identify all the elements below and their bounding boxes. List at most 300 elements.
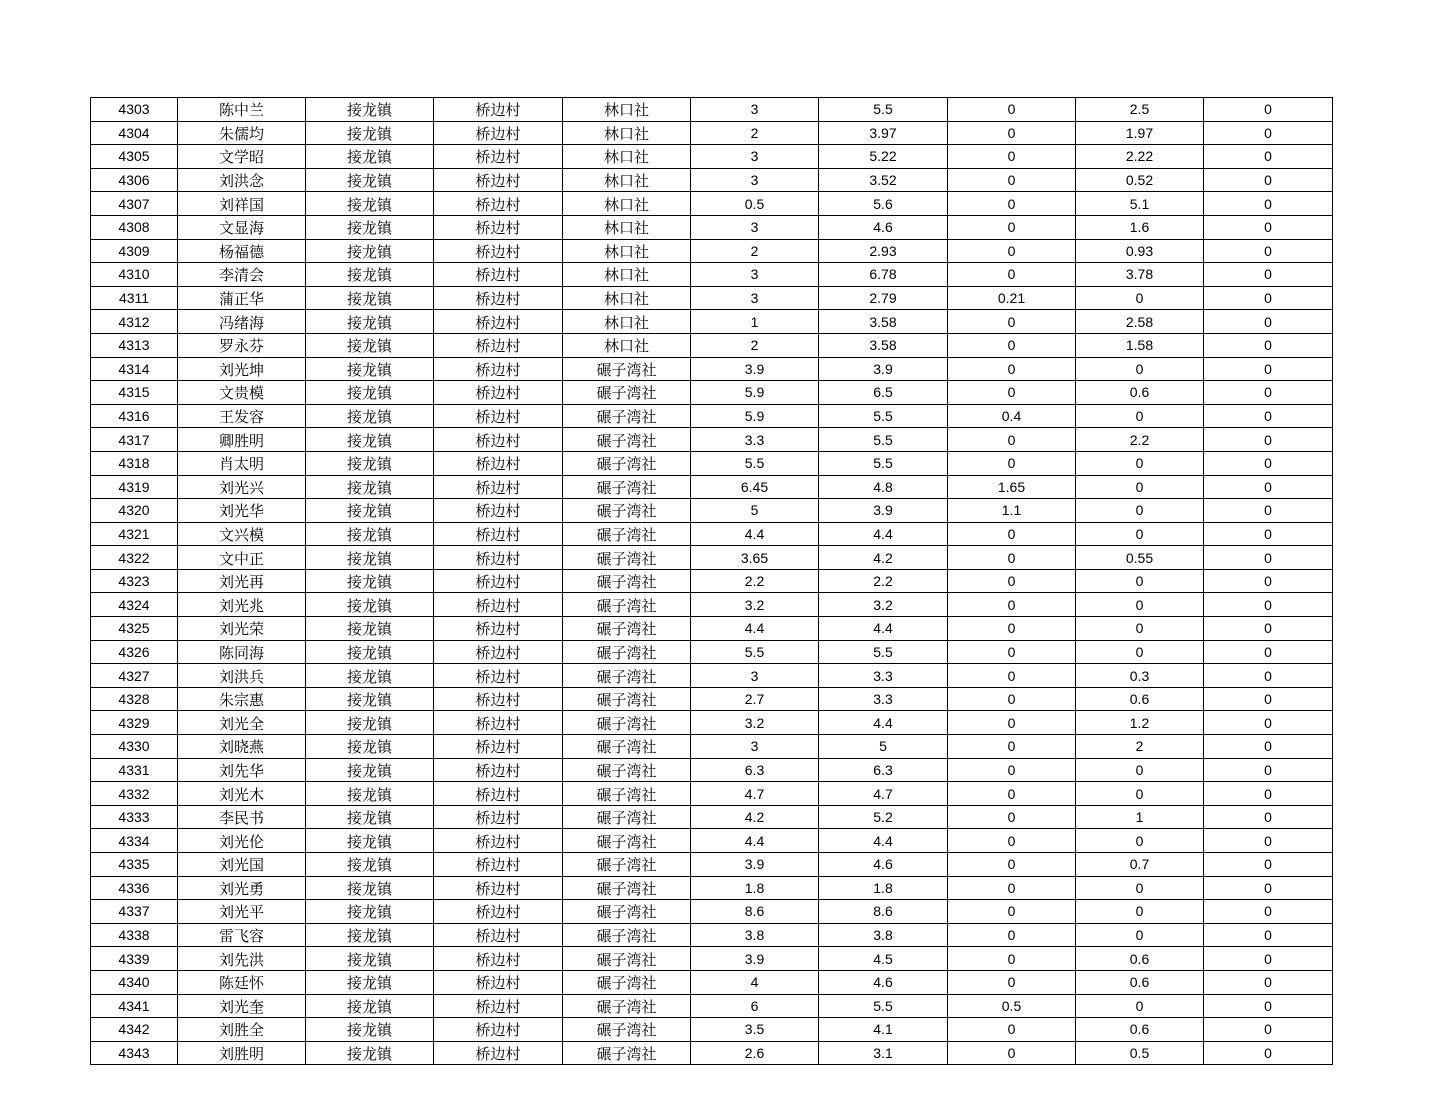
cell-name: 文兴模 bbox=[178, 522, 306, 546]
cell-value-2: 2.2 bbox=[819, 569, 948, 593]
cell-value-5: 0 bbox=[1204, 876, 1333, 900]
cell-value-2: 4.8 bbox=[819, 475, 948, 499]
cell-village: 桥边村 bbox=[434, 569, 563, 593]
cell-value-5: 0 bbox=[1204, 853, 1333, 877]
cell-village: 桥边村 bbox=[434, 98, 563, 122]
cell-value-4: 0 bbox=[1076, 593, 1204, 617]
cell-value-2: 4.4 bbox=[819, 522, 948, 546]
cell-town: 接龙镇 bbox=[306, 475, 434, 499]
cell-group: 碾子湾社 bbox=[563, 994, 691, 1018]
cell-value-4: 0.52 bbox=[1076, 168, 1204, 192]
cell-id: 4342 bbox=[91, 1018, 178, 1042]
cell-name: 李民书 bbox=[178, 805, 306, 829]
cell-value-2: 4.1 bbox=[819, 1018, 948, 1042]
cell-group: 碾子湾社 bbox=[563, 522, 691, 546]
cell-value-1: 3.2 bbox=[691, 593, 819, 617]
table-row bbox=[91, 451, 1333, 475]
cell-value-2: 5.5 bbox=[819, 640, 948, 664]
cell-value-4: 0 bbox=[1076, 923, 1204, 947]
cell-name: 李清会 bbox=[178, 263, 306, 287]
cell-village: 桥边村 bbox=[434, 970, 563, 994]
cell-value-5: 0 bbox=[1204, 121, 1333, 145]
cell-value-2: 3.97 bbox=[819, 121, 948, 145]
cell-group: 碾子湾社 bbox=[563, 923, 691, 947]
cell-value-2: 2.79 bbox=[819, 286, 948, 310]
cell-value-4: 2 bbox=[1076, 735, 1204, 759]
cell-value-4: 0.6 bbox=[1076, 947, 1204, 971]
cell-value-4: 1.97 bbox=[1076, 121, 1204, 145]
cell-value-4: 0.55 bbox=[1076, 546, 1204, 570]
cell-id: 4322 bbox=[91, 546, 178, 570]
cell-id: 4341 bbox=[91, 994, 178, 1018]
cell-value-2: 3.1 bbox=[819, 1041, 948, 1065]
table-row bbox=[91, 947, 1333, 971]
cell-name: 刘晓燕 bbox=[178, 735, 306, 759]
cell-town: 接龙镇 bbox=[306, 640, 434, 664]
cell-town: 接龙镇 bbox=[306, 121, 434, 145]
cell-name: 刘光兆 bbox=[178, 593, 306, 617]
cell-value-4: 0 bbox=[1076, 829, 1204, 853]
cell-value-5: 0 bbox=[1204, 192, 1333, 216]
cell-value-1: 3 bbox=[691, 735, 819, 759]
cell-value-2: 4.4 bbox=[819, 829, 948, 853]
cell-name: 陈同海 bbox=[178, 640, 306, 664]
cell-value-1: 3.65 bbox=[691, 546, 819, 570]
cell-value-3: 0 bbox=[948, 664, 1076, 688]
cell-value-5: 0 bbox=[1204, 333, 1333, 357]
cell-town: 接龙镇 bbox=[306, 900, 434, 924]
cell-id: 4304 bbox=[91, 121, 178, 145]
cell-name: 刘光再 bbox=[178, 569, 306, 593]
cell-value-4: 0.93 bbox=[1076, 239, 1204, 263]
cell-village: 桥边村 bbox=[434, 286, 563, 310]
cell-village: 桥边村 bbox=[434, 994, 563, 1018]
table-row bbox=[91, 381, 1333, 405]
cell-value-1: 5.5 bbox=[691, 640, 819, 664]
cell-town: 接龙镇 bbox=[306, 263, 434, 287]
cell-value-5: 0 bbox=[1204, 923, 1333, 947]
cell-value-3: 0 bbox=[948, 970, 1076, 994]
cell-value-4: 2.58 bbox=[1076, 310, 1204, 334]
table-row bbox=[91, 853, 1333, 877]
cell-value-4: 0 bbox=[1076, 640, 1204, 664]
cell-value-3: 0 bbox=[948, 145, 1076, 169]
cell-value-3: 0 bbox=[948, 853, 1076, 877]
cell-value-3: 0 bbox=[948, 215, 1076, 239]
cell-value-4: 0 bbox=[1076, 617, 1204, 641]
cell-value-5: 0 bbox=[1204, 994, 1333, 1018]
cell-value-1: 3 bbox=[691, 145, 819, 169]
cell-value-4: 0.3 bbox=[1076, 664, 1204, 688]
cell-value-5: 0 bbox=[1204, 286, 1333, 310]
cell-id: 4315 bbox=[91, 381, 178, 405]
cell-id: 4343 bbox=[91, 1041, 178, 1065]
table-row bbox=[91, 192, 1333, 216]
cell-value-4: 2.5 bbox=[1076, 98, 1204, 122]
cell-town: 接龙镇 bbox=[306, 711, 434, 735]
cell-value-1: 2 bbox=[691, 121, 819, 145]
cell-town: 接龙镇 bbox=[306, 664, 434, 688]
cell-value-1: 3 bbox=[691, 263, 819, 287]
cell-value-5: 0 bbox=[1204, 593, 1333, 617]
cell-town: 接龙镇 bbox=[306, 546, 434, 570]
cell-village: 桥边村 bbox=[434, 333, 563, 357]
table-row bbox=[91, 333, 1333, 357]
cell-value-4: 0 bbox=[1076, 451, 1204, 475]
cell-value-1: 5.9 bbox=[691, 381, 819, 405]
cell-group: 碾子湾社 bbox=[563, 404, 691, 428]
cell-name: 刘洪念 bbox=[178, 168, 306, 192]
cell-group: 林口社 bbox=[563, 98, 691, 122]
table-row bbox=[91, 428, 1333, 452]
cell-name: 朱儒均 bbox=[178, 121, 306, 145]
cell-value-3: 0 bbox=[948, 947, 1076, 971]
cell-value-5: 0 bbox=[1204, 758, 1333, 782]
cell-value-1: 6.3 bbox=[691, 758, 819, 782]
cell-group: 碾子湾社 bbox=[563, 782, 691, 806]
cell-value-5: 0 bbox=[1204, 357, 1333, 381]
cell-name: 肖太明 bbox=[178, 451, 306, 475]
cell-group: 林口社 bbox=[563, 263, 691, 287]
cell-value-3: 0 bbox=[948, 428, 1076, 452]
cell-id: 4336 bbox=[91, 876, 178, 900]
cell-value-1: 6 bbox=[691, 994, 819, 1018]
cell-value-3: 0 bbox=[948, 381, 1076, 405]
cell-group: 林口社 bbox=[563, 145, 691, 169]
cell-value-5: 0 bbox=[1204, 263, 1333, 287]
cell-id: 4312 bbox=[91, 310, 178, 334]
cell-value-1: 1.8 bbox=[691, 876, 819, 900]
cell-value-1: 1 bbox=[691, 310, 819, 334]
cell-village: 桥边村 bbox=[434, 263, 563, 287]
cell-value-1: 2.7 bbox=[691, 687, 819, 711]
cell-name: 刘光平 bbox=[178, 900, 306, 924]
cell-value-5: 0 bbox=[1204, 687, 1333, 711]
cell-group: 林口社 bbox=[563, 286, 691, 310]
cell-village: 桥边村 bbox=[434, 168, 563, 192]
cell-group: 碾子湾社 bbox=[563, 640, 691, 664]
cell-name: 蒲正华 bbox=[178, 286, 306, 310]
cell-group: 碾子湾社 bbox=[563, 1018, 691, 1042]
cell-value-1: 3 bbox=[691, 286, 819, 310]
cell-village: 桥边村 bbox=[434, 593, 563, 617]
cell-value-2: 4.5 bbox=[819, 947, 948, 971]
cell-value-5: 0 bbox=[1204, 145, 1333, 169]
cell-value-5: 0 bbox=[1204, 970, 1333, 994]
cell-village: 桥边村 bbox=[434, 664, 563, 688]
cell-id: 4338 bbox=[91, 923, 178, 947]
cell-village: 桥边村 bbox=[434, 499, 563, 523]
table-row bbox=[91, 829, 1333, 853]
cell-value-3: 0 bbox=[948, 876, 1076, 900]
cell-name: 刘光勇 bbox=[178, 876, 306, 900]
cell-id: 4308 bbox=[91, 215, 178, 239]
cell-town: 接龙镇 bbox=[306, 286, 434, 310]
cell-group: 林口社 bbox=[563, 192, 691, 216]
cell-id: 4305 bbox=[91, 145, 178, 169]
cell-value-1: 2.2 bbox=[691, 569, 819, 593]
cell-village: 桥边村 bbox=[434, 687, 563, 711]
table-row bbox=[91, 499, 1333, 523]
cell-id: 4320 bbox=[91, 499, 178, 523]
cell-value-1: 3 bbox=[691, 168, 819, 192]
cell-town: 接龙镇 bbox=[306, 522, 434, 546]
cell-value-5: 0 bbox=[1204, 522, 1333, 546]
cell-id: 4332 bbox=[91, 782, 178, 806]
cell-value-1: 3.9 bbox=[691, 357, 819, 381]
cell-group: 碾子湾社 bbox=[563, 357, 691, 381]
cell-town: 接龙镇 bbox=[306, 98, 434, 122]
table-row bbox=[91, 664, 1333, 688]
table-row bbox=[91, 215, 1333, 239]
cell-name: 刘光荣 bbox=[178, 617, 306, 641]
cell-value-5: 0 bbox=[1204, 546, 1333, 570]
cell-value-5: 0 bbox=[1204, 451, 1333, 475]
cell-group: 碾子湾社 bbox=[563, 593, 691, 617]
table-row bbox=[91, 98, 1333, 122]
cell-value-3: 0 bbox=[948, 263, 1076, 287]
cell-town: 接龙镇 bbox=[306, 687, 434, 711]
cell-id: 4328 bbox=[91, 687, 178, 711]
cell-value-5: 0 bbox=[1204, 215, 1333, 239]
cell-id: 4319 bbox=[91, 475, 178, 499]
cell-id: 4318 bbox=[91, 451, 178, 475]
cell-value-1: 3.8 bbox=[691, 923, 819, 947]
cell-value-3: 0.5 bbox=[948, 994, 1076, 1018]
cell-value-1: 5.5 bbox=[691, 451, 819, 475]
cell-name: 卿胜明 bbox=[178, 428, 306, 452]
cell-value-2: 3.58 bbox=[819, 333, 948, 357]
cell-value-5: 0 bbox=[1204, 428, 1333, 452]
cell-value-2: 5 bbox=[819, 735, 948, 759]
cell-name: 冯绪海 bbox=[178, 310, 306, 334]
cell-town: 接龙镇 bbox=[306, 805, 434, 829]
cell-value-3: 0 bbox=[948, 735, 1076, 759]
cell-value-1: 3.3 bbox=[691, 428, 819, 452]
cell-village: 桥边村 bbox=[434, 121, 563, 145]
cell-value-5: 0 bbox=[1204, 404, 1333, 428]
cell-name: 雷飞容 bbox=[178, 923, 306, 947]
table-row bbox=[91, 1018, 1333, 1042]
cell-name: 文显海 bbox=[178, 215, 306, 239]
cell-value-3: 0 bbox=[948, 239, 1076, 263]
cell-name: 刘光华 bbox=[178, 499, 306, 523]
cell-town: 接龙镇 bbox=[306, 404, 434, 428]
cell-town: 接龙镇 bbox=[306, 168, 434, 192]
cell-village: 桥边村 bbox=[434, 711, 563, 735]
cell-name: 陈中兰 bbox=[178, 98, 306, 122]
cell-group: 碾子湾社 bbox=[563, 735, 691, 759]
cell-group: 林口社 bbox=[563, 215, 691, 239]
cell-id: 4339 bbox=[91, 947, 178, 971]
cell-value-5: 0 bbox=[1204, 640, 1333, 664]
cell-value-3: 0 bbox=[948, 168, 1076, 192]
cell-value-1: 3 bbox=[691, 215, 819, 239]
cell-town: 接龙镇 bbox=[306, 876, 434, 900]
cell-value-3: 0 bbox=[948, 640, 1076, 664]
cell-value-4: 3.78 bbox=[1076, 263, 1204, 287]
cell-value-2: 5.5 bbox=[819, 994, 948, 1018]
cell-value-3: 0.21 bbox=[948, 286, 1076, 310]
cell-town: 接龙镇 bbox=[306, 1041, 434, 1065]
cell-village: 桥边村 bbox=[434, 876, 563, 900]
cell-value-2: 3.2 bbox=[819, 593, 948, 617]
cell-value-1: 4.2 bbox=[691, 805, 819, 829]
table-row bbox=[91, 617, 1333, 641]
cell-value-2: 4.6 bbox=[819, 970, 948, 994]
cell-town: 接龙镇 bbox=[306, 923, 434, 947]
cell-name: 刘光坤 bbox=[178, 357, 306, 381]
cell-value-4: 0.5 bbox=[1076, 1041, 1204, 1065]
cell-town: 接龙镇 bbox=[306, 310, 434, 334]
cell-value-2: 4.2 bbox=[819, 546, 948, 570]
cell-town: 接龙镇 bbox=[306, 617, 434, 641]
cell-name: 文学昭 bbox=[178, 145, 306, 169]
cell-town: 接龙镇 bbox=[306, 735, 434, 759]
cell-name: 刘洪兵 bbox=[178, 664, 306, 688]
cell-value-3: 0 bbox=[948, 98, 1076, 122]
cell-town: 接龙镇 bbox=[306, 947, 434, 971]
cell-value-2: 6.5 bbox=[819, 381, 948, 405]
cell-village: 桥边村 bbox=[434, 805, 563, 829]
cell-value-3: 0 bbox=[948, 593, 1076, 617]
cell-value-5: 0 bbox=[1204, 1041, 1333, 1065]
table-row bbox=[91, 404, 1333, 428]
cell-group: 碾子湾社 bbox=[563, 546, 691, 570]
cell-value-3: 0 bbox=[948, 522, 1076, 546]
cell-value-3: 0 bbox=[948, 333, 1076, 357]
cell-value-3: 0 bbox=[948, 687, 1076, 711]
cell-value-2: 2.93 bbox=[819, 239, 948, 263]
cell-value-2: 8.6 bbox=[819, 900, 948, 924]
cell-value-3: 0 bbox=[948, 829, 1076, 853]
cell-value-5: 0 bbox=[1204, 805, 1333, 829]
table-row bbox=[91, 168, 1333, 192]
cell-id: 4324 bbox=[91, 593, 178, 617]
table-row bbox=[91, 994, 1333, 1018]
cell-value-2: 3.8 bbox=[819, 923, 948, 947]
cell-value-5: 0 bbox=[1204, 499, 1333, 523]
cell-value-5: 0 bbox=[1204, 829, 1333, 853]
cell-value-2: 3.3 bbox=[819, 664, 948, 688]
table-row bbox=[91, 1041, 1333, 1065]
cell-group: 碾子湾社 bbox=[563, 876, 691, 900]
table-row bbox=[91, 310, 1333, 334]
cell-group: 碾子湾社 bbox=[563, 758, 691, 782]
cell-id: 4316 bbox=[91, 404, 178, 428]
cell-town: 接龙镇 bbox=[306, 569, 434, 593]
cell-value-1: 3.5 bbox=[691, 1018, 819, 1042]
cell-group: 林口社 bbox=[563, 333, 691, 357]
cell-value-2: 3.9 bbox=[819, 357, 948, 381]
cell-village: 桥边村 bbox=[434, 758, 563, 782]
cell-value-4: 0.7 bbox=[1076, 853, 1204, 877]
cell-group: 碾子湾社 bbox=[563, 947, 691, 971]
cell-town: 接龙镇 bbox=[306, 970, 434, 994]
cell-village: 桥边村 bbox=[434, 239, 563, 263]
cell-value-4: 0 bbox=[1076, 569, 1204, 593]
cell-village: 桥边村 bbox=[434, 404, 563, 428]
cell-value-4: 0 bbox=[1076, 758, 1204, 782]
cell-id: 4314 bbox=[91, 357, 178, 381]
cell-value-2: 4.4 bbox=[819, 617, 948, 641]
cell-id: 4310 bbox=[91, 263, 178, 287]
cell-value-2: 4.7 bbox=[819, 782, 948, 806]
cell-value-2: 5.5 bbox=[819, 451, 948, 475]
cell-group: 碾子湾社 bbox=[563, 1041, 691, 1065]
cell-village: 桥边村 bbox=[434, 475, 563, 499]
cell-value-4: 2.22 bbox=[1076, 145, 1204, 169]
cell-value-3: 0 bbox=[948, 310, 1076, 334]
cell-value-4: 0 bbox=[1076, 357, 1204, 381]
cell-village: 桥边村 bbox=[434, 310, 563, 334]
cell-value-1: 4.4 bbox=[691, 522, 819, 546]
cell-value-1: 3.2 bbox=[691, 711, 819, 735]
table-row bbox=[91, 687, 1333, 711]
cell-village: 桥边村 bbox=[434, 522, 563, 546]
cell-value-5: 0 bbox=[1204, 475, 1333, 499]
cell-town: 接龙镇 bbox=[306, 192, 434, 216]
cell-village: 桥边村 bbox=[434, 145, 563, 169]
cell-value-5: 0 bbox=[1204, 664, 1333, 688]
cell-village: 桥边村 bbox=[434, 782, 563, 806]
cell-value-2: 3.9 bbox=[819, 499, 948, 523]
cell-value-2: 4.6 bbox=[819, 853, 948, 877]
cell-value-2: 4.4 bbox=[819, 711, 948, 735]
table-row bbox=[91, 782, 1333, 806]
table-body bbox=[91, 98, 1333, 1065]
table-row bbox=[91, 758, 1333, 782]
cell-village: 桥边村 bbox=[434, 923, 563, 947]
cell-town: 接龙镇 bbox=[306, 758, 434, 782]
cell-name: 罗永芬 bbox=[178, 333, 306, 357]
cell-value-5: 0 bbox=[1204, 735, 1333, 759]
cell-value-1: 4.4 bbox=[691, 829, 819, 853]
table-row bbox=[91, 239, 1333, 263]
table-row bbox=[91, 121, 1333, 145]
cell-town: 接龙镇 bbox=[306, 994, 434, 1018]
cell-value-2: 3.52 bbox=[819, 168, 948, 192]
cell-town: 接龙镇 bbox=[306, 428, 434, 452]
cell-value-1: 3 bbox=[691, 664, 819, 688]
cell-value-3: 1.65 bbox=[948, 475, 1076, 499]
cell-village: 桥边村 bbox=[434, 215, 563, 239]
cell-town: 接龙镇 bbox=[306, 829, 434, 853]
cell-group: 碾子湾社 bbox=[563, 499, 691, 523]
cell-village: 桥边村 bbox=[434, 640, 563, 664]
cell-value-4: 1.2 bbox=[1076, 711, 1204, 735]
table-row bbox=[91, 805, 1333, 829]
cell-value-3: 0 bbox=[948, 617, 1076, 641]
cell-id: 4321 bbox=[91, 522, 178, 546]
cell-name: 杨福德 bbox=[178, 239, 306, 263]
cell-id: 4311 bbox=[91, 286, 178, 310]
cell-value-4: 2.2 bbox=[1076, 428, 1204, 452]
cell-name: 王发容 bbox=[178, 404, 306, 428]
cell-value-3: 0 bbox=[948, 923, 1076, 947]
cell-town: 接龙镇 bbox=[306, 853, 434, 877]
cell-id: 4340 bbox=[91, 970, 178, 994]
cell-value-1: 4 bbox=[691, 970, 819, 994]
cell-value-3: 0 bbox=[948, 121, 1076, 145]
cell-group: 碾子湾社 bbox=[563, 451, 691, 475]
cell-group: 林口社 bbox=[563, 239, 691, 263]
cell-id: 4307 bbox=[91, 192, 178, 216]
cell-village: 桥边村 bbox=[434, 900, 563, 924]
cell-id: 4306 bbox=[91, 168, 178, 192]
cell-value-2: 4.6 bbox=[819, 215, 948, 239]
table-row bbox=[91, 593, 1333, 617]
